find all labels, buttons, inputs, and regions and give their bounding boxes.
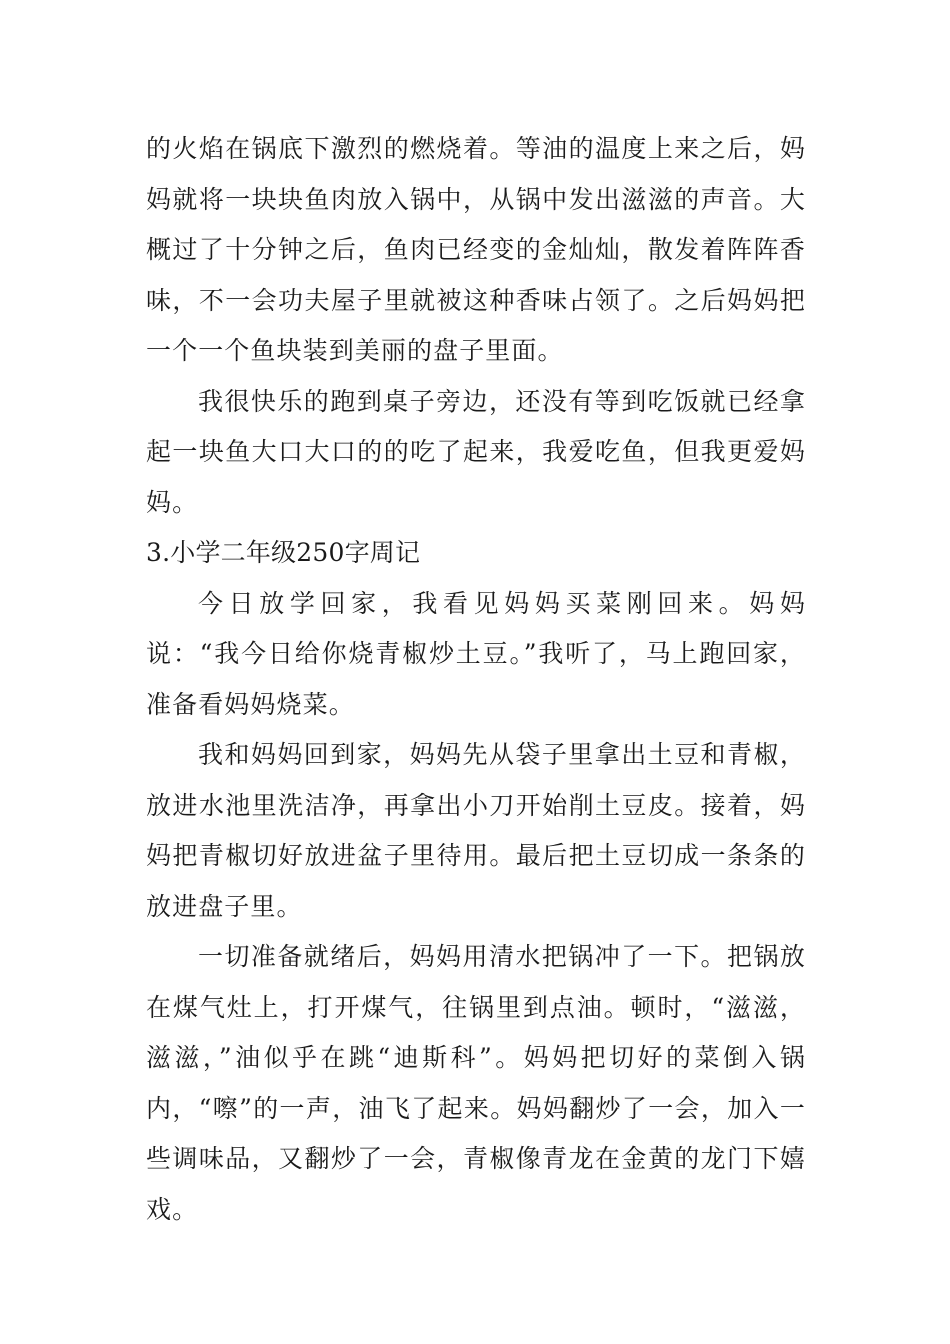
paragraph: 我很快乐的跑到桌子旁边，还没有等到吃饭就已经拿起一块鱼大口大口的的吃了起来，我爱吃鱼，但我更爱妈妈。 xyxy=(146,386,806,517)
section-heading: 3.小学二年级250字周记 xyxy=(146,538,421,567)
paragraph: 一切准备就绪后，妈妈用清水把锅冲了一下。把锅放在煤气灶上，打开煤气，往锅里到点油。顿时，“滋滋，滋滋，”油似乎在跳“迪斯科”。妈妈把切好的菜倒入锅内，“嚓”的一声，油飞了起来。妈妈翻炒了一会，加入一些调味品，又翻炒了一会，青椒像青龙在金黄的龙门下嬉戏。 xyxy=(146,942,806,1224)
paragraph-continued: 的火焰在锅底下激烈的燃烧着。等油的温度上来之后，妈妈就将一块块鱼肉放入锅中，从锅中发出滋滋的声音。大概过了十分钟之后，鱼肉已经变的金灿灿，散发着阵阵香味，不一会功夫屋子里就被这种香味占领了。之后妈妈把一个一个鱼块装到美丽的盘子里面。 xyxy=(146,134,806,365)
document-body xyxy=(146,124,806,1235)
paragraph: 我和妈妈回到家，妈妈先从袋子里拿出土豆和青椒，放进水池里洗洁净，再拿出小刀开始削土豆皮。接着，妈妈把青椒切好放进盆子里待用。最后把土豆切成一条条的放进盘子里。 xyxy=(146,740,806,921)
paragraph: 今日放学回家，我看见妈妈买菜刚回来。妈妈说：“我今日给你烧青椒炒土豆。”我听了，马上跑回家，准备看妈妈烧菜。 xyxy=(146,588,806,719)
